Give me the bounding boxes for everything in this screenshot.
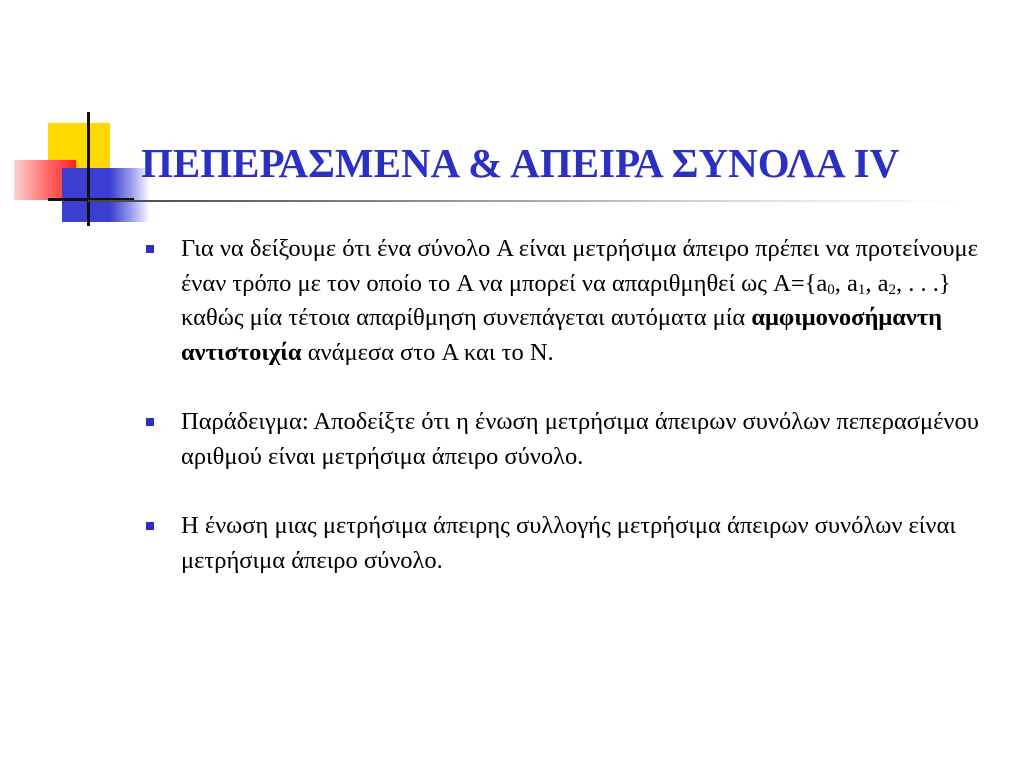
square-bullet-icon xyxy=(146,245,154,253)
bullet-1-part-4: , . . .} καθώς μία τέτοια απαρίθμηση συνεπάγεται αυτόματα μία xyxy=(181,269,951,331)
title-underline xyxy=(88,200,968,202)
bullet-text-2: Παράδειγμα: Αποδείξτε ότι η ένωση μετρήσιμα άπειρων συνόλων πεπερασμένου αριθμού είναι μετρήσιμα άπειρο σύνολο. xyxy=(181,408,979,470)
bullet-item-1 xyxy=(140,232,1000,370)
slide-title: ΠΕΠΕΡΑΣΜΕΝΑ & ΑΠΕΙΡΑ ΣΥΝΟΛΑ IV xyxy=(141,140,900,186)
bullet-item-3 xyxy=(140,509,1000,578)
subscript-1: 1 xyxy=(857,281,866,298)
square-bullet-icon xyxy=(146,522,154,530)
bullet-1-part-3: , a xyxy=(865,269,889,297)
decorative-logo xyxy=(0,0,160,240)
bullet-list xyxy=(140,232,1000,578)
bullet-text-1 xyxy=(181,232,1000,370)
logo-vertical-line xyxy=(87,112,90,226)
subscript-2: 2 xyxy=(888,281,897,298)
bullet-1-part-2: , a xyxy=(834,269,858,297)
bullet-1-bold-term: αμφιμονοσήμαντη αντιστοιχία xyxy=(181,304,943,366)
square-bullet-icon xyxy=(146,418,154,426)
bullet-1-part-1: Για να δείξουμε ότι ένα σύνολο A είναι μετρήσιμα άπειρο πρέπει να προτείνουμε έναν τρόπο με τον οποίο το A να μπορεί να απαριθμηθεί ως A={a xyxy=(181,235,978,297)
bullet-text-3: Η ένωση μιας μετρήσιμα άπειρης συλλογής μετρήσιμα άπειρων συνόλων είναι μετρήσιμα άπειρο σύνολο. xyxy=(181,512,956,574)
subscript-0: 0 xyxy=(827,281,835,298)
bullet-1-part-5: ανάμεσα στο A και το N. xyxy=(301,338,554,366)
bullet-item-2 xyxy=(140,405,1000,474)
